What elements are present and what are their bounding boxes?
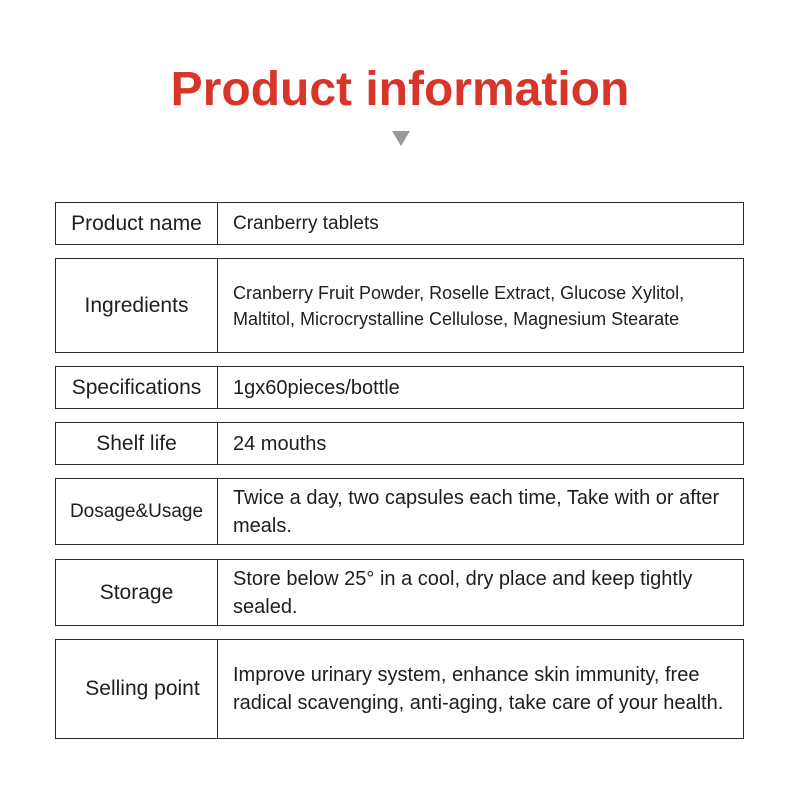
page-title: Product information bbox=[170, 63, 630, 116]
row-label: Selling point bbox=[56, 640, 218, 738]
row-label: Dosage&Usage bbox=[56, 479, 218, 544]
triangle-down-icon bbox=[392, 131, 410, 146]
ingredients-row bbox=[55, 258, 744, 353]
row-value: Twice a day, two capsules each time, Take with or after meals. bbox=[233, 486, 720, 537]
row-value: Cranberry tablets bbox=[233, 212, 379, 234]
row-label: Storage bbox=[56, 560, 218, 625]
row-label: Product name bbox=[56, 203, 218, 244]
storage-row bbox=[55, 559, 744, 626]
row-value: 24 mouths bbox=[233, 432, 327, 455]
row-value: Store below 25° in a cool, dry place and keep tightly sealed. bbox=[233, 567, 693, 618]
selling-point-row bbox=[55, 639, 744, 739]
row-value: Cranberry Fruit Powder, Roselle Extract, Glucose Xylitol, Maltitol, Microcrystalline Cellulose, Magnesium Stearate bbox=[233, 282, 685, 329]
product-name-row bbox=[55, 202, 744, 245]
row-label: Specifications bbox=[56, 367, 218, 408]
specifications-row bbox=[55, 366, 744, 409]
row-label: Shelf life bbox=[56, 423, 218, 464]
shelf-life-row bbox=[55, 422, 744, 465]
row-label: Ingredients bbox=[56, 259, 218, 352]
dosage-usage-row bbox=[55, 478, 744, 545]
row-value: 1gx60pieces/bottle bbox=[233, 376, 400, 399]
row-value: Improve urinary system, enhance skin immunity, free radical scavenging, anti-aging, take care of your health. bbox=[233, 664, 724, 714]
